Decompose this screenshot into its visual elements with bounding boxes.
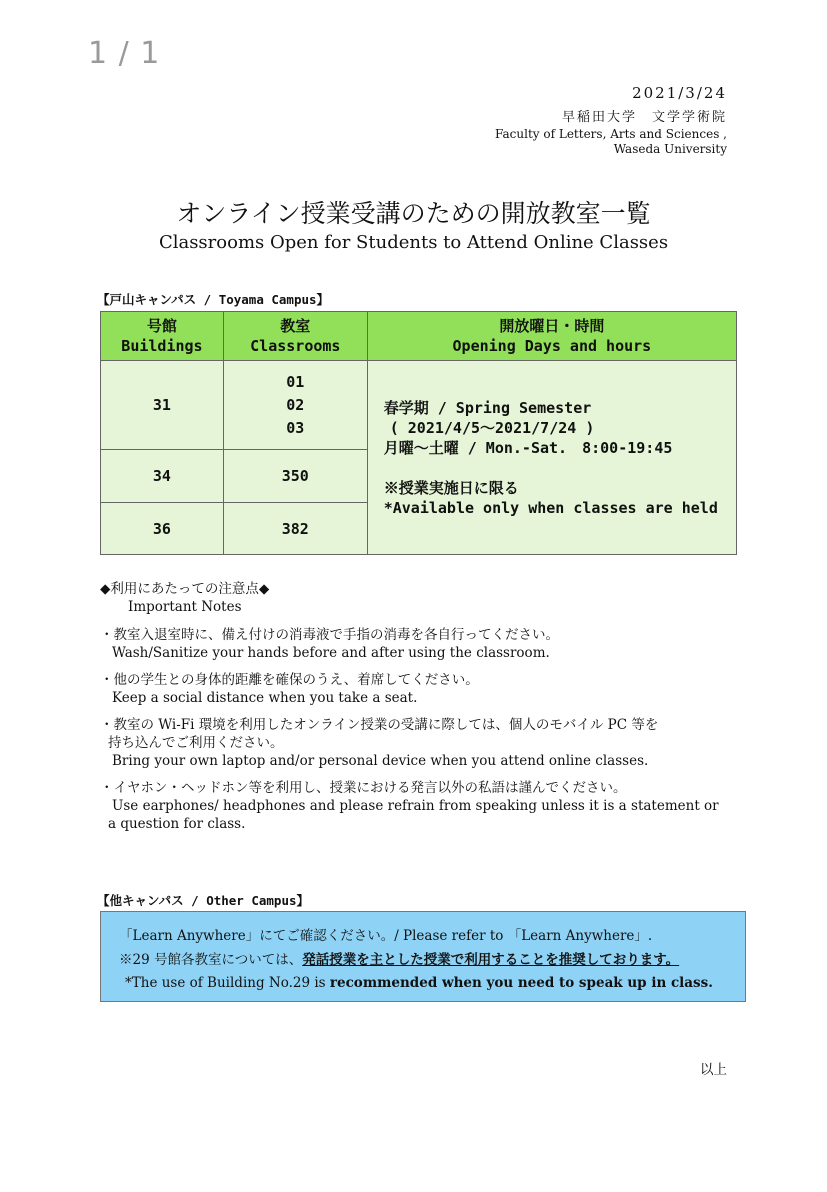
building29-note-prefix: ※29 号館各教室については、 xyxy=(119,952,303,968)
note-text-jp: ・教室の Wi-Fi 環境を利用したオンライン授業の受講に際しては、個人のモバイル PC 等を xyxy=(100,717,659,733)
toyama-classroom-table xyxy=(100,311,737,555)
org-name-en-line1: Faculty of Letters, Arts and Sciences , xyxy=(495,127,727,141)
other-campus-box xyxy=(100,911,746,1002)
header-classrooms: 教室 Classrooms xyxy=(223,312,367,361)
org-name-jp: 早稲田大学 文学学術院 xyxy=(561,110,727,125)
classroom-number: 02 xyxy=(286,395,305,414)
page-counter: 1 / 1 xyxy=(88,36,161,71)
building-cell: 31 xyxy=(101,361,224,450)
note-text-jp: ・他の学生との身体的距離を確保のうえ、着席してください。 xyxy=(100,672,479,688)
note-text-jp: ・教室入退室時に、備え付けの消毒液で手指の消毒を各自行ってください。 xyxy=(100,627,559,643)
header-opening-hours: 開放曜日・時間 Opening Days and hours xyxy=(367,312,736,361)
notes-heading-jp: ◆利用にあたっての注意点◆ xyxy=(100,581,270,597)
availability-note-en: *Available only when classes are held xyxy=(383,498,718,517)
page-title-en: Classrooms Open for Students to Attend Online Classes xyxy=(158,232,669,253)
note-text-jp: ・イヤホン・ヘッドホン等を利用し、授業における発言以外の私語は謹んでください。 xyxy=(100,780,627,796)
important-notes xyxy=(100,580,740,842)
note-text-en-cont: a question for class. xyxy=(108,816,246,832)
document-date: 2021/3/24 xyxy=(632,84,727,102)
opening-hours-cell xyxy=(367,361,736,555)
building29-note-prefix-en: *The use of Building No.29 is xyxy=(125,975,330,991)
other-campus-line3 xyxy=(125,972,713,994)
note-text-en: Keep a social distance when you take a seat. xyxy=(112,690,418,706)
note-item xyxy=(100,779,740,833)
org-name-en-line2: Waseda University xyxy=(613,142,727,156)
building29-recommendation-jp: 発話授業を主とした授業で利用することを推奨しております。 xyxy=(302,952,680,968)
toyama-campus-label: 【戸山キャンパス / Toyama Campus】 xyxy=(97,292,330,307)
end-mark: 以上 xyxy=(700,1062,727,1078)
note-text-en: Use earphones/ headphones and please refrain from speaking unless it is a statement or xyxy=(112,798,719,814)
note-text-en: Bring your own laptop and/or personal device when you attend online classes. xyxy=(112,753,649,769)
table-header-row xyxy=(101,312,737,361)
note-text-en: Wash/Sanitize your hands before and after using the classroom. xyxy=(112,645,550,661)
classroom-cell: 382 xyxy=(223,503,367,555)
organization-block xyxy=(495,110,727,157)
note-text-jp-cont: 持ち込んでご利用ください。 xyxy=(108,735,284,751)
semester-text: 春学期 / Spring Semester xyxy=(383,398,592,417)
other-campus-line1: 「Learn Anywhere」にてご確認ください。/ Please refer to 「Learn Anywhere」. xyxy=(119,928,653,944)
building-cell: 36 xyxy=(101,503,224,555)
note-item xyxy=(100,671,740,707)
classroom-number: 03 xyxy=(286,418,305,437)
classroom-number: 01 xyxy=(286,372,305,391)
opening-days-time: 月曜～土曜 / Mon.-Sat. 8:00-19:45 xyxy=(383,438,673,457)
semester-period: ( 2021/4/5～2021/7/24 ) xyxy=(389,418,595,437)
other-campus-label: 【他キャンパス / Other Campus】 xyxy=(97,893,310,908)
note-item xyxy=(100,626,740,662)
notes-heading-en: Important Notes xyxy=(128,599,242,615)
classroom-cell: 350 xyxy=(223,450,367,503)
availability-note-jp: ※授業実施日に限る xyxy=(383,478,519,497)
classroom-cell xyxy=(223,361,367,450)
page-title-jp: オンライン授業受講のための開放教室一覧 xyxy=(176,199,651,228)
header-buildings: 号館 Buildings xyxy=(101,312,224,361)
building29-recommendation-en: recommended when you need to speak up in class. xyxy=(329,975,713,991)
building-cell: 34 xyxy=(101,450,224,503)
note-item xyxy=(100,716,740,770)
other-campus-line2 xyxy=(119,949,679,971)
table-row xyxy=(101,361,737,450)
